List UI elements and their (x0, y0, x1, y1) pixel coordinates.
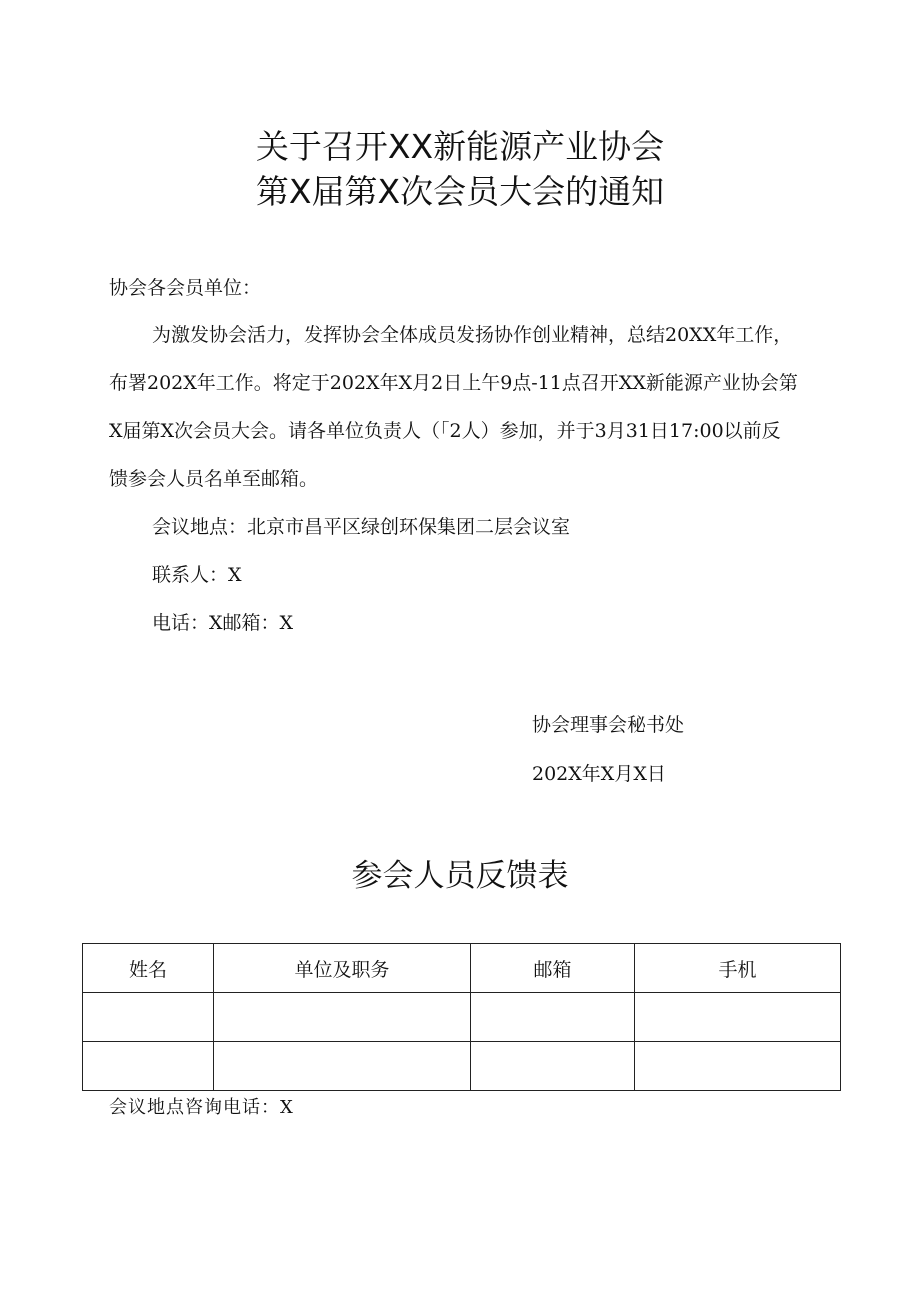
table-row (83, 993, 841, 1042)
salutation: 协会各会员单位： (109, 277, 262, 299)
body-paragraph-line: 馈参会人员名单至邮箱。 (109, 468, 319, 490)
table-cell-mobile[interactable] (635, 1042, 841, 1091)
feedback-table (82, 943, 841, 1091)
notice-title-line2: 第X届第X次会员大会的通知 (255, 172, 665, 211)
body-paragraph-line: 为激发协会活力，发挥协会全体成员发扬协作创业精神，总结20XX年工作， (152, 324, 793, 346)
contact-person: 联系人：X (152, 564, 242, 586)
column-header-unit-position: 单位及职务 (214, 944, 471, 993)
table-cell-mobile[interactable] (635, 993, 841, 1042)
body-paragraph-line: X届第X次会员大会。请各单位负责人（「2人）参加，并于3月31日17:00以前反 (109, 420, 781, 442)
table-cell-unit-position[interactable] (214, 993, 471, 1042)
feedback-form-title: 参会人员反馈表 (351, 858, 569, 894)
column-header-name: 姓名 (83, 944, 214, 993)
table-row (83, 1042, 841, 1091)
column-header-mobile: 手机 (635, 944, 841, 993)
meeting-venue: 会议地点：北京市昌平区绿创环保集团二层会议室 (152, 516, 571, 538)
phone-email: 电话：X邮箱：X (152, 612, 294, 634)
table-cell-email[interactable] (471, 993, 635, 1042)
notice-title-line1: 关于召开XX新能源产业协会 (255, 127, 665, 166)
signature-organization: 协会理事会秘书处 (532, 714, 685, 736)
table-cell-name[interactable] (83, 993, 214, 1042)
table-header-row (83, 944, 841, 993)
body-paragraph-line: 布署202X年工作。将定于202X年X月2日上午9点-11点召开XX新能源产业协会第 (109, 372, 798, 394)
table-cell-unit-position[interactable] (214, 1042, 471, 1091)
table-cell-email[interactable] (471, 1042, 635, 1091)
signature-date: 202X年X月X日 (532, 763, 666, 785)
table-cell-name[interactable] (83, 1042, 214, 1091)
column-header-email: 邮箱 (471, 944, 635, 993)
venue-inquiry-phone: 会议地点咨询电话：X (109, 1097, 294, 1118)
